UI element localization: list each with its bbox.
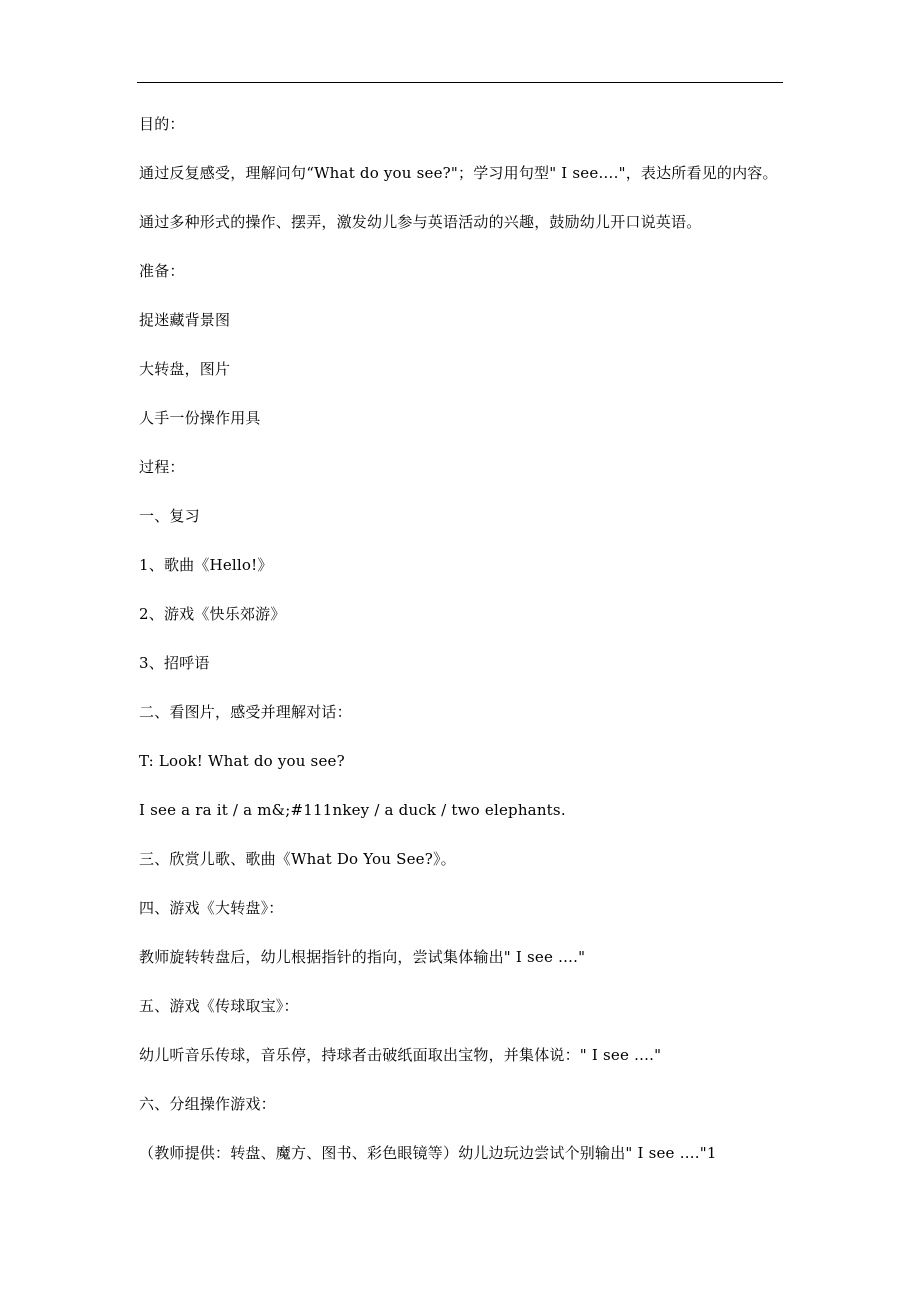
paragraph-line: 2、游戏《快乐郊游》 xyxy=(139,605,286,623)
paragraph-line: T: Look! What do you see? xyxy=(139,752,345,770)
paragraph-line: 幼儿听音乐传球，音乐停，持球者击破纸面取出宝物，并集体说：" I see …." xyxy=(139,1046,662,1064)
paragraph-line: 人手一份操作用具 xyxy=(139,409,261,427)
paragraph-line: 五、游戏《传球取宝》： xyxy=(139,997,299,1015)
document-body xyxy=(139,112,799,1190)
paragraph-line: 二、看图片，感受并理解对话： xyxy=(139,703,352,721)
section-heading-preparation: 准备： xyxy=(139,262,185,280)
section-heading-process: 过程： xyxy=(139,458,185,476)
paragraph-line: 1、歌曲《Hello!》 xyxy=(139,556,273,574)
section-heading-purpose: 目的： xyxy=(139,115,185,133)
paragraph-line: 教师旋转转盘后，幼儿根据指针的指向，尝试集体输出" I see …." xyxy=(139,948,586,966)
paragraph-line: 大转盘，图片 xyxy=(139,360,231,378)
paragraph-line: 3、招呼语 xyxy=(139,654,210,672)
header-rule xyxy=(137,82,783,83)
paragraph-line: 三、欣赏儿歌、歌曲《What Do You See?》。 xyxy=(139,850,456,868)
paragraph-line: 四、游戏《大转盘》： xyxy=(139,899,284,917)
paragraph-line: （教师提供：转盘、魔方、图书、彩色眼镜等）幼儿边玩边尝试个别输出" I see …."1 xyxy=(139,1144,717,1162)
paragraph-line: 一、复习 xyxy=(139,507,200,525)
paragraph-line: 捉迷藏背景图 xyxy=(139,311,231,329)
paragraph-line: 通过多种形式的操作、摆弄，激发幼儿参与英语活动的兴趣，鼓励幼儿开口说英语。 xyxy=(139,213,702,231)
paragraph-line: 通过反复感受，理解问句“What do you see?"；学习用句型" I see…."，表达所看见的内容。 xyxy=(139,164,778,182)
paragraph-line: 六、分组操作游戏： xyxy=(139,1095,276,1113)
paragraph-line: I see a ra it / a m&;#111nkey / a duck / two elephants. xyxy=(139,801,566,819)
